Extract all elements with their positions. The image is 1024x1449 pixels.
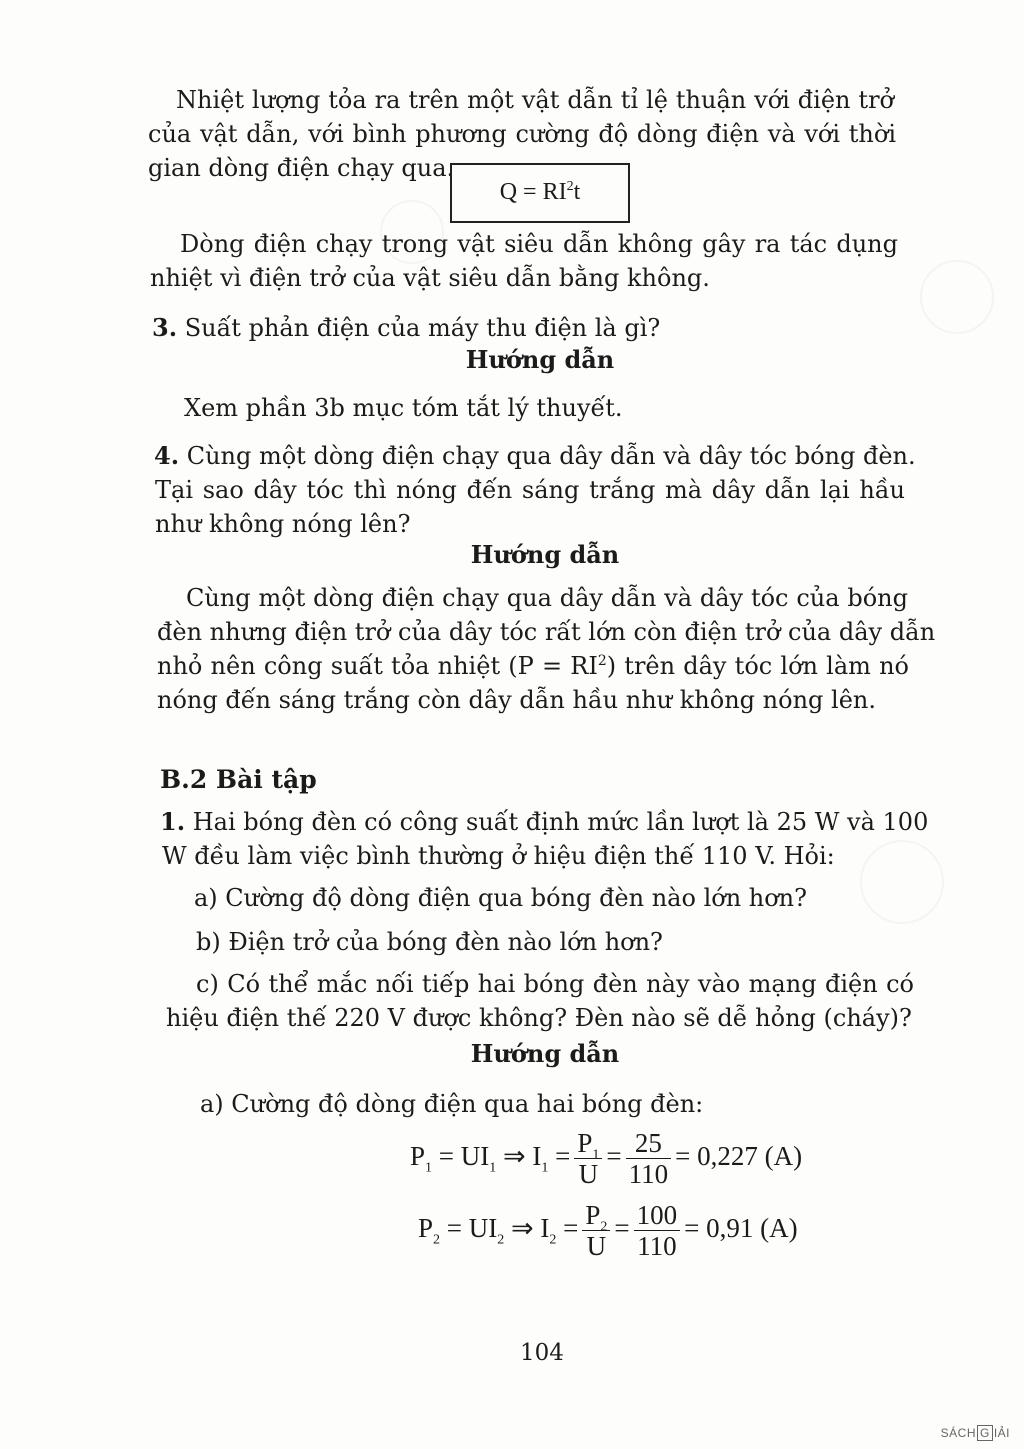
exercise-1c: c) Có thể mắc nối tiếp hai bóng đèn này vào mạng điện có xyxy=(196,970,914,998)
watermark-swirl xyxy=(860,840,944,924)
equation-1: $P_1 = UI_1$ ⇒ $I_1$ = $\frac{P_1}{U}$ = $\frac{25}{110}$ = 0,227 (A) xyxy=(410,1128,803,1190)
guide-heading: Hướng dẫn xyxy=(470,540,620,569)
watermark-logo: SÁCH G IẢI xyxy=(940,1426,1010,1440)
paragraph-line: nhỏ nên công suất tỏa nhiệt $(P = RI^2)$ trên dây tóc lớn làm nó xyxy=(157,652,910,680)
page-number: 104 xyxy=(520,1340,564,1366)
exercise-1: 1. Hai bóng đèn có công suất định mức lần lượt là 25 W và 100 xyxy=(160,807,929,836)
fraction: $\frac{25}{110}$ xyxy=(626,1128,672,1189)
exercise-1a: a) Cường độ dòng điện qua bóng đèn nào lớn hơn? xyxy=(194,884,808,912)
paragraph-line: gian dòng điện chạy qua. xyxy=(148,154,455,182)
watermark-swirl xyxy=(920,260,994,334)
paragraph-line: Nhiệt lượng tỏa ra trên một vật dẫn tỉ lệ thuận với điện trở xyxy=(176,86,894,114)
paragraph-line: như không nóng lên? xyxy=(155,510,411,538)
paragraph-line: của vật dẫn, với bình phương cường độ dòng điện và với thời xyxy=(148,120,896,148)
guide-heading: Hướng dẫn xyxy=(470,1039,620,1068)
solution-intro: a) Cường độ dòng điện qua hai bóng đèn: xyxy=(200,1090,704,1118)
paragraph-line: nóng đến sáng trắng còn dây dẫn hầu như không nóng lên. xyxy=(157,686,876,714)
exercise-1b: b) Điện trở của bóng đèn nào lớn hơn? xyxy=(196,928,663,956)
paragraph-line: Cùng một dòng điện chạy qua dây dẫn và dây tóc của bóng xyxy=(186,584,908,612)
paragraph-line: Tại sao dây tóc thì nóng đến sáng trắng mà dây dẫn lại hầu xyxy=(155,476,905,504)
fraction: $\frac{100}{110}$ xyxy=(634,1200,681,1261)
question-4: 4. Cùng một dòng điện chạy qua dây dẫn và dây tóc bóng đèn. xyxy=(154,441,916,470)
guide-heading: Hướng dẫn xyxy=(465,345,615,374)
section-heading: B.2 Bài tập xyxy=(160,765,317,794)
formula-box: $Q = RI^2t$ xyxy=(450,163,630,223)
paragraph-line: hiệu điện thế 220 V được không? Đèn nào sẽ dễ hỏng (cháy)? xyxy=(166,1004,912,1032)
question-3: 3. Suất phản điện của máy thu điện là gì? xyxy=(152,313,661,342)
fraction: $\frac{P_1}{U}$ xyxy=(574,1128,602,1189)
answer-3: Xem phần 3b mục tóm tắt lý thuyết. xyxy=(184,394,623,422)
equation-2: $P_2 = UI_2$ ⇒ $I_2$ = $\frac{P_2}{U}$ = $\frac{100}{110}$ = 0,91 (A) xyxy=(418,1200,798,1262)
fraction: $\frac{P_2}{U}$ xyxy=(582,1200,610,1261)
paragraph-line: đèn nhưng điện trở của dây tóc rất lớn còn điện trở của dây dẫn xyxy=(157,618,936,646)
paragraph-line: Dòng điện chạy trong vật siêu dẫn không gây ra tác dụng xyxy=(180,230,898,258)
paragraph-line: W đều làm việc bình thường ở hiệu điện thế 110 V. Hỏi: xyxy=(162,842,835,870)
paragraph-line: nhiệt vì điện trở của vật siêu dẫn bằng không. xyxy=(150,264,710,292)
